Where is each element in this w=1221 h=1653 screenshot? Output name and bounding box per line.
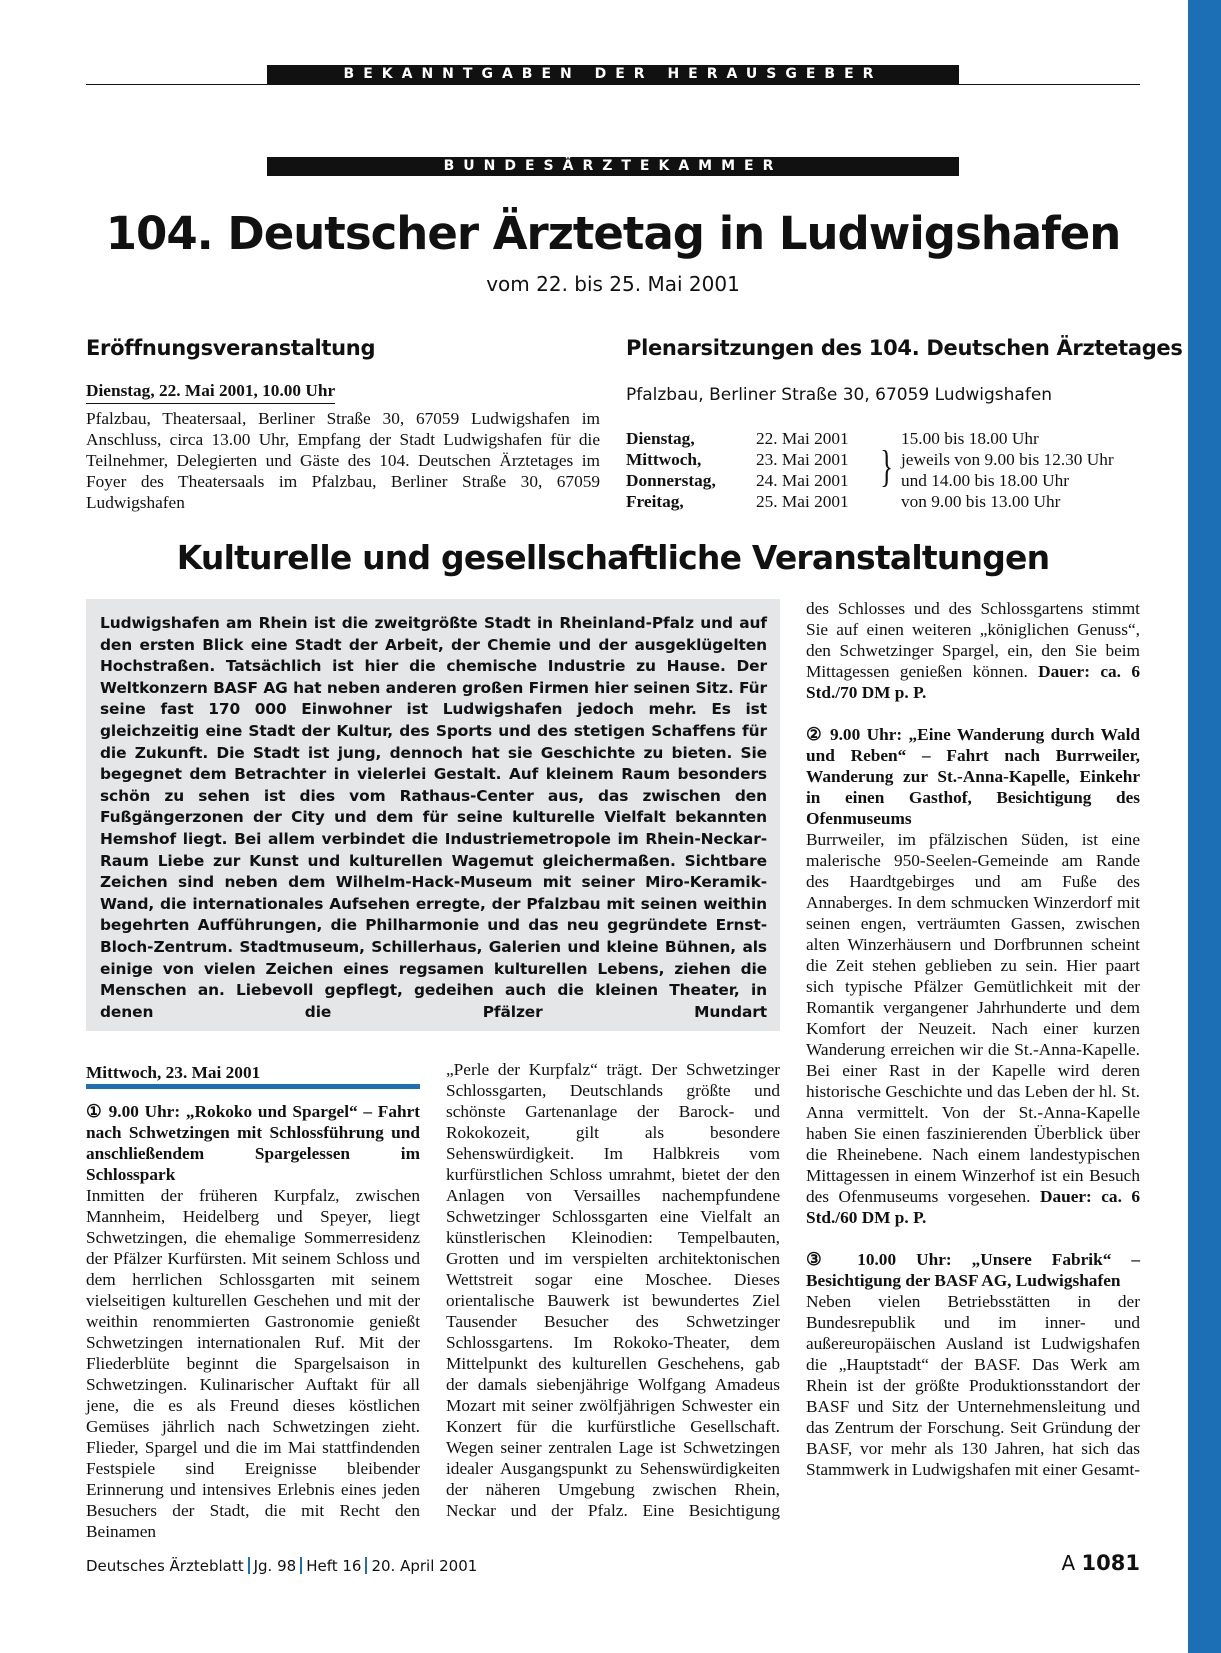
footer-separator bbox=[300, 1557, 302, 1574]
tour1-column-middle bbox=[446, 1059, 780, 1521]
tour1-column-left bbox=[86, 1101, 420, 1542]
schedule-row bbox=[626, 449, 1114, 470]
schedule-row bbox=[626, 428, 1114, 449]
tour1-text-a: Inmitten der früheren Kurpfalz, zwischen Mannheim, Heidelberg und Speyer, liegt Schwetzingen, die ehemalige Sommerresidenz der Pfälzer Kurfürsten. Mit seinem Schloss und dem herrlichen Schlossgarten mit seinem vielseitigen kulturellen Geschehen und mit der weithin renommierten Gastronomie genießt Schwetzingen internationalen Ruf. Mit der Fliederblüte beginnt die Spargelsaison in Schwetzingen. Kulinarischer Auftakt für all jene, die es als Freund dieses köstlichen Gemüses jährlich nach Schwetzingen zieht. Flieder, Spargel und die im Mai stattfindenden Festspiele sind Ereignisse bleibender Erinnerung und intensives Erlebnis eines jeden Besuchers der Stadt, die mit Recht den Beinamen bbox=[86, 1186, 420, 1541]
schedule-date: 22. Mai 2001 bbox=[756, 429, 849, 448]
schedule-time: von 9.00 bis 13.00 Uhr bbox=[901, 492, 1061, 511]
schedule-day: Freitag, bbox=[626, 492, 684, 511]
opening-paragraph: Pfalzbau, Theatersaal, Berliner Straße 30, 67059 Ludwigshafen im Anschluss, circa 13.00 Uhr, Empfang der Stadt Ludwigshafen für die Teilnehmer, Delegierten und Gäste des 104. Deutschen Ärztetages im Foyer des Theatersaals im Pfalzbau, Berliner Straße 30, 67059 Ludwigshafen bbox=[86, 409, 600, 512]
schedule-day: Mittwoch, bbox=[626, 450, 702, 469]
plenary-location: Pfalzbau, Berliner Straße 30, 67059 Ludwigshafen bbox=[626, 385, 1053, 405]
footer-issue: Heft 16 bbox=[306, 1557, 362, 1575]
tour3-title: ③ 10.00 Uhr: „Unsere Fabrik“ –Besichtigung der BASF AG, Ludwigshafen bbox=[806, 1250, 1140, 1290]
opening-text bbox=[86, 408, 600, 513]
page-title: 104. Deutscher Ärztetag in Ludwigshafen bbox=[105, 207, 1121, 260]
schedule-date: 24. Mai 2001 bbox=[756, 471, 849, 490]
schedule-row bbox=[626, 470, 1114, 491]
schedule-brace-cell bbox=[874, 491, 901, 512]
footer-journal: Deutsches Ärzteblatt bbox=[86, 1557, 244, 1575]
org-band: BUNDESÄRZTEKAMMER bbox=[267, 157, 959, 176]
page-subtitle: vom 22. bis 25. Mai 2001 bbox=[486, 272, 740, 296]
tour1-title: ① 9.00 Uhr: „Rokoko und Spargel“ – Fahrt nach Schwetzingen mit Schlossführung und anschließendem Spargelessen im Schlosspark bbox=[86, 1102, 420, 1184]
tour2-duration: Dauer: ca. 6 Std./60 DM p. P. bbox=[806, 1187, 1140, 1227]
tour3-text: Neben vielen Betriebsstätten in der Bundesrepublik und im inner- und außereuropäischen Ausland ist Ludwigshafen die „Hauptstadt“ der BASF. Das Werk am Rhein ist der größte Produktionsstandort der BASF und Sitz der Unternehmensleitung und das Zentrum der Forschung. Seit Gründung der BASF, vor mehr als 130 Jahren, hat sich das Stammwerk in Ludwigshafen mit einer Gesamt- bbox=[806, 1292, 1140, 1479]
section-date: Mittwoch, 23. Mai 2001 bbox=[86, 1063, 261, 1082]
right-column bbox=[806, 598, 1140, 1480]
footer-separator bbox=[248, 1557, 250, 1574]
schedule-day: Dienstag, bbox=[626, 429, 695, 448]
schedule-day: Donnerstag, bbox=[626, 471, 716, 490]
schedule-row bbox=[626, 491, 1114, 512]
schedule-time: 15.00 bis 18.00 Uhr bbox=[901, 429, 1039, 448]
footer-citation bbox=[86, 1557, 477, 1575]
page-prefix: A bbox=[1061, 1551, 1076, 1575]
page-number-value: 1081 bbox=[1081, 1551, 1140, 1575]
tour2-title: ② 9.00 Uhr: „Eine Wanderung durch Wald und Reben“ – Fahrt nach Burrweiler, Wanderung zur St.-Anna-Kapelle, Einkehr in einen Gasthof, Besichtigung des Ofenmuseums bbox=[806, 725, 1140, 828]
footer-separator bbox=[365, 1557, 367, 1574]
schedule-date: 23. Mai 2001 bbox=[756, 450, 849, 469]
footer-date: 20. April 2001 bbox=[371, 1557, 478, 1575]
plenary-schedule bbox=[626, 428, 1114, 512]
section-date-rule bbox=[86, 1084, 420, 1089]
plenary-heading: Plenarsitzungen des 104. Deutschen Ärztetages bbox=[626, 336, 1183, 360]
tour1-text-b: „Perle der Kurpfalz“ trägt. Der Schwetzinger Schlossgarten, Deutschlands größte und schönste Gartenanlage der Barock- und Rokokozeit, gilt als besondere Sehenswürdigkeit. Im Halbkreis vom kurfürstlichen Schloss umrahmt, bietet der den Anlagen von Versailles nachempfundene Schwetzinger Schlossgarten eine Vielfalt an künstlerischen Kleinodien: Tempelbauten, Grotten und im verspielten architektonischen Wettstreit sogar eine Moschee. Dieses orientalische Bauwerk ist bewundertes Ziel Tausender Besucher des Schwetzinger Schlossgartens. Im Rokoko-Theater, dem Mittelpunkt des kulturellen Geschehens, gab der damals siebenjährige Wolfgang Amadeus Mozart mit seiner zwölfjährigen Schwester ein Konzert für die kurfürstliche Gesellschaft. Wegen seiner zentralen Lage ist Schwetzingen idealer Ausgangspunkt zu Sehenswürdigkeiten der näheren Umgebung zwischen Rhein, Neckar und der Pfalz. Eine Besichtigung bbox=[446, 1060, 780, 1520]
footer-volume: Jg. 98 bbox=[253, 1557, 297, 1575]
schedule-brace-cell bbox=[874, 442, 901, 491]
intro-text bbox=[100, 613, 767, 1023]
right-color-bar bbox=[1188, 0, 1221, 1653]
opening-date-line: Dienstag, 22. Mai 2001, 10.00 Uhr bbox=[86, 381, 335, 404]
tour1-text-c: des Schlosses und des Schlossgartens stimmt Sie auf einen weiteren „königlichen Genuss“, den Schwetzinger Spargel, ein, den Sie beim Mittagessen genießen können. bbox=[806, 599, 1140, 681]
header-rule bbox=[86, 84, 1140, 85]
schedule-brace: } bbox=[880, 442, 893, 491]
schedule-date: 25. Mai 2001 bbox=[756, 492, 849, 511]
tour1-duration: Dauer: ca. 6 Std./70 DM p. P. bbox=[806, 662, 1140, 702]
section-band: BEKANNTGABEN DER HERAUSGEBER bbox=[267, 65, 959, 84]
tour2-text: Burrweiler, im pfälzischen Süden, ist eine malerische 950-Seelen-Gemeinde am Rande des Haardtgebirges und am Fuße des Annaberges. In dem schmucken Winzerdorf mit seinen engen, verträumten Gassen, zwischen alten Winzerhäusern und Dorfbrunnen scheint die Zeit stehen geblieben zu sein. Hier paart sich typische Pfälzer Gemütlichkeit mit der Romantik vergangener Jahrhunderte und dem Komfort der Neuzeit. Nach einer kurzen Wanderung erreichen wir die St.-Anna-Kapelle. Bei einer Rast in der Kapelle wird deren historische Geschichte und das Leben der hl. St. Anna vermittelt. Von der St.-Anna-Kapelle haben Sie einen faszinierenden Überblick über die Rheinebene. Nach einem landestypischen Mittagessen in einem Winzerhof ist ein Besuch des Ofenmuseums vorgesehen. bbox=[806, 830, 1140, 1206]
page-number bbox=[1062, 1551, 1141, 1575]
schedule-time: jeweils von 9.00 bis 12.30 Uhr bbox=[901, 450, 1114, 469]
intro-paragraph: Ludwigshafen am Rhein ist die zweitgrößte Stadt in Rheinland-Pfalz und auf den ersten Blick eine Stadt der Arbeit, der Chemie und der ausgeklügelten Hochstraßen. Tatsächlich ist hier die chemische Industrie zu Hause. Der Weltkonzern BASF AG hat neben anderen großen Firmen hier seinen Sitz. Für seine fast 170 000 Einwohner ist Ludwigshafen jedoch mehr. Es ist gleichzeitig eine Stadt der Kultur, des Sports und des stetigen Schaffens für die Zukunft. Die Stadt ist jung, dennoch hat sie Geschichte zu bieten. Sie begegnet dem Betrachter in vielerlei Gestalt. Auf kleinem Raum besonders schön zu sehen ist dies vom Rathaus-Center aus, das zwischen den Fußgängerzonen der City und dem für seine kulturelle Vielfalt bekannten Hemshof liegt. Bei allem verbindet die Industriemetropole im Rhein-Neckar-Raum Liebe zur Kunst und kulturellen Wagemut gleichermaßen. Sichtbare Zeichen sind neben dem Wilhelm-Hack-Museum mit seiner Miro-Keramik-Wand, die internationales Aufsehen erregte, der Pfalzbau mit seinen weithin begehrten Aufführungen, die Philharmonie und das neu gegründete Ernst-Bloch-Zentrum. Stadtmuseum, Schillerhaus, Galerien und kleine Bühnen, als einige von vielen Zeichen eines regsamen kulturellen Lebens, ziehen die Menschen an. Liebevoll gepflegt, gedeihen auch die kleinen Theater, in denen die Pfälzer Mundart bbox=[100, 614, 767, 1021]
culture-heading: Kulturelle und gesellschaftliche Veranstaltungen bbox=[176, 538, 1050, 577]
schedule-time: und 14.00 bis 18.00 Uhr bbox=[901, 471, 1070, 490]
opening-heading: Eröffnungsveranstaltung bbox=[86, 336, 376, 360]
